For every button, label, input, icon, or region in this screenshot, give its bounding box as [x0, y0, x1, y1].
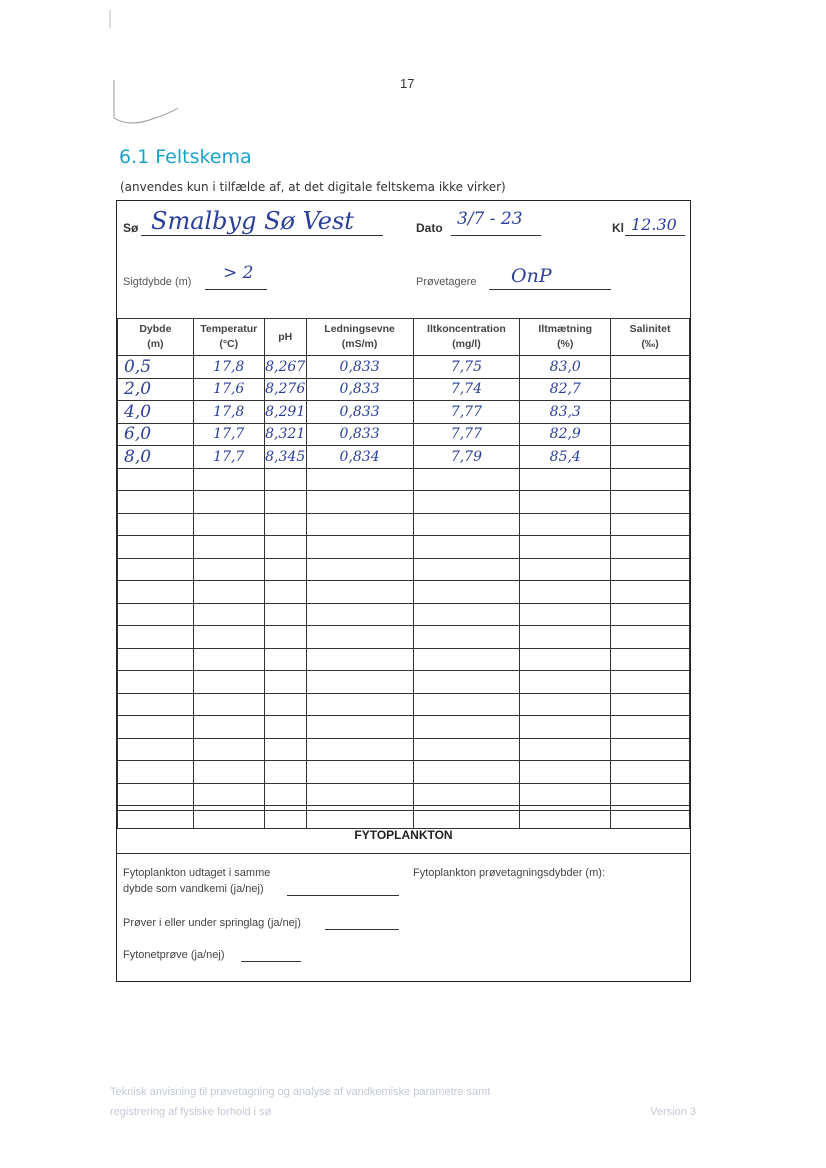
cell-salinitet[interactable] [611, 468, 690, 491]
cell-ledningsevne[interactable] [306, 761, 413, 784]
empty-table-row [118, 648, 690, 671]
cell-ph[interactable] [264, 626, 306, 649]
column-header-iltmaetning: Iltmætning (%) [520, 319, 611, 356]
cell-salinitet[interactable] [611, 401, 690, 424]
fytoplankton-title-band [117, 810, 690, 854]
cell-iltmaetning[interactable] [520, 761, 611, 784]
cell-ledningsevne[interactable] [306, 626, 413, 649]
cell-dybde[interactable] [118, 738, 194, 761]
cell-iltmaetning[interactable] [520, 513, 611, 536]
cell-temperatur[interactable] [193, 491, 264, 514]
page-number: 17 [400, 76, 415, 91]
lake-label: Sø [123, 221, 139, 235]
cell-salinitet[interactable] [611, 716, 690, 739]
cell-iltkoncentration[interactable] [413, 536, 520, 559]
cell-temperatur[interactable]: 17,6 [193, 378, 264, 401]
form-subtitle: (anvendes kun i tilfælde af, at det digitale feltskema ikke virker) [120, 180, 506, 194]
cell-temperatur[interactable] [193, 671, 264, 694]
cell-ph[interactable] [264, 491, 306, 514]
column-header-ledningsevne: Ledningsevne (mS/m) [306, 319, 413, 356]
cell-temperatur[interactable] [193, 783, 264, 806]
page-footer [110, 1082, 696, 1122]
cell-ph[interactable]: 8,321 [264, 423, 306, 446]
cell-iltkoncentration[interactable] [413, 648, 520, 671]
cell-dybde[interactable] [118, 671, 194, 694]
cell-salinitet[interactable] [611, 603, 690, 626]
springlag-question: Prøver i eller under springlag (ja/nej) [123, 917, 301, 929]
cell-temperatur[interactable] [193, 693, 264, 716]
cell-ph[interactable]: 8,267 [264, 356, 306, 379]
cell-ledningsevne[interactable]: 0,834 [306, 446, 413, 469]
cell-ph[interactable] [264, 603, 306, 626]
cell-salinitet[interactable] [611, 648, 690, 671]
cell-iltmaetning[interactable]: 83,3 [520, 401, 611, 424]
cell-ledningsevne[interactable] [306, 468, 413, 491]
table-row [118, 401, 690, 424]
cell-dybde[interactable] [118, 716, 194, 739]
column-header-dybde: Dybde (m) [118, 319, 194, 356]
cell-salinitet[interactable] [611, 783, 690, 806]
samplers-value[interactable]: OnP [511, 265, 552, 287]
cell-iltkoncentration[interactable] [413, 671, 520, 694]
cell-iltkoncentration[interactable]: 7,79 [413, 446, 520, 469]
cell-ledningsevne[interactable]: 0,833 [306, 401, 413, 424]
section-heading: 6.1 Feltskema [119, 146, 252, 168]
empty-table-row [118, 783, 690, 806]
column-header-salinitet: Salinitet (‰) [611, 319, 690, 356]
cell-iltmaetning[interactable] [520, 693, 611, 716]
cell-salinitet[interactable] [611, 513, 690, 536]
cell-ledningsevne[interactable] [306, 558, 413, 581]
cell-ph[interactable]: 8,276 [264, 378, 306, 401]
table-row [118, 356, 690, 379]
cell-salinitet[interactable] [611, 378, 690, 401]
cell-ledningsevne[interactable] [306, 536, 413, 559]
cell-temperatur[interactable] [193, 648, 264, 671]
cell-iltkoncentration[interactable] [413, 603, 520, 626]
cell-ledningsevne[interactable]: 0,833 [306, 423, 413, 446]
time-line [625, 235, 685, 236]
table-row [118, 378, 690, 401]
empty-table-row [118, 603, 690, 626]
cell-ph[interactable] [264, 513, 306, 536]
cell-iltkoncentration[interactable] [413, 626, 520, 649]
empty-table-row [118, 693, 690, 716]
cell-ledningsevne[interactable] [306, 693, 413, 716]
column-header-ph: pH [264, 319, 306, 356]
cell-iltkoncentration[interactable]: 7,75 [413, 356, 520, 379]
secchi-line [205, 289, 267, 290]
cell-iltmaetning[interactable] [520, 738, 611, 761]
cell-salinitet[interactable] [611, 738, 690, 761]
footer-version: Version 3 [650, 1106, 696, 1118]
field-form [116, 200, 691, 982]
table-row [118, 446, 690, 469]
cell-dybde[interactable]: 6,0 [118, 423, 194, 446]
cell-temperatur[interactable]: 17,7 [193, 446, 264, 469]
empty-table-row [118, 626, 690, 649]
cell-salinitet[interactable] [611, 446, 690, 469]
cell-iltkoncentration[interactable] [413, 761, 520, 784]
cell-iltkoncentration[interactable] [413, 738, 520, 761]
cell-temperatur[interactable]: 17,7 [193, 423, 264, 446]
cell-temperatur[interactable] [193, 738, 264, 761]
cell-salinitet[interactable] [611, 423, 690, 446]
cell-dybde[interactable] [118, 783, 194, 806]
cell-dybde[interactable]: 8,0 [118, 446, 194, 469]
cell-dybde[interactable]: 4,0 [118, 401, 194, 424]
cell-ph[interactable] [264, 648, 306, 671]
fytoplankton-title: FYTOPLANKTON [354, 828, 453, 842]
cell-temperatur[interactable] [193, 761, 264, 784]
empty-table-row [118, 468, 690, 491]
cell-dybde[interactable] [118, 761, 194, 784]
cell-dybde[interactable] [118, 648, 194, 671]
secchi-value[interactable]: > 2 [223, 263, 254, 283]
cell-iltkoncentration[interactable] [413, 513, 520, 536]
empty-table-row [118, 738, 690, 761]
cell-dybde[interactable]: 0,5 [118, 356, 194, 379]
cell-iltkoncentration[interactable] [413, 581, 520, 604]
cell-ph[interactable]: 8,291 [264, 401, 306, 424]
springlag-answer-line[interactable] [325, 929, 399, 930]
cell-iltmaetning[interactable] [520, 626, 611, 649]
cell-ph[interactable] [264, 716, 306, 739]
cell-ph[interactable]: 8,345 [264, 446, 306, 469]
empty-table-row [118, 558, 690, 581]
cell-dybde[interactable] [118, 603, 194, 626]
cell-temperatur[interactable] [193, 581, 264, 604]
cell-dybde[interactable] [118, 536, 194, 559]
footer-line-2: registrering af fysiske forhold i sø [110, 1106, 272, 1118]
table-header-row [118, 319, 690, 356]
cell-dybde[interactable] [118, 626, 194, 649]
empty-table-row [118, 581, 690, 604]
cell-salinitet[interactable] [611, 558, 690, 581]
cell-iltmaetning[interactable]: 82,9 [520, 423, 611, 446]
empty-table-row [118, 513, 690, 536]
cell-ph[interactable] [264, 468, 306, 491]
cell-iltkoncentration[interactable] [413, 468, 520, 491]
cell-temperatur[interactable]: 17,8 [193, 401, 264, 424]
empty-table-row [118, 716, 690, 739]
cell-ledningsevne[interactable] [306, 491, 413, 514]
cell-iltkoncentration[interactable]: 7,77 [413, 423, 520, 446]
cell-salinitet[interactable] [611, 581, 690, 604]
cell-ph[interactable] [264, 671, 306, 694]
cell-salinitet[interactable] [611, 491, 690, 514]
cell-iltkoncentration[interactable] [413, 693, 520, 716]
cell-salinitet[interactable] [611, 536, 690, 559]
same-depth-question: Fytoplankton udtaget i samme dybde som vandkemi (ja/nej) [123, 867, 271, 895]
cell-ledningsevne[interactable] [306, 671, 413, 694]
cell-iltkoncentration[interactable]: 7,77 [413, 401, 520, 424]
cell-salinitet[interactable] [611, 671, 690, 694]
cell-iltkoncentration[interactable] [413, 716, 520, 739]
sampling-depths-question: Fytoplankton prøvetagningsdybder (m): [413, 867, 605, 879]
cell-iltmaetning[interactable] [520, 671, 611, 694]
cell-iltkoncentration[interactable] [413, 783, 520, 806]
cell-salinitet[interactable] [611, 356, 690, 379]
cell-ledningsevne[interactable] [306, 716, 413, 739]
cell-salinitet[interactable] [611, 626, 690, 649]
cell-ledningsevne[interactable] [306, 581, 413, 604]
cell-dybde[interactable] [118, 558, 194, 581]
cell-iltkoncentration[interactable] [413, 491, 520, 514]
cell-iltmaetning[interactable] [520, 648, 611, 671]
cell-ph[interactable] [264, 761, 306, 784]
time-label: Kl [612, 221, 624, 235]
scan-pen-mark [100, 10, 190, 130]
cell-dybde[interactable] [118, 491, 194, 514]
time-value[interactable]: 12.30 [631, 215, 677, 234]
secchi-label: Sigtdybde (m) [123, 276, 192, 288]
cell-ledningsevne[interactable]: 0,833 [306, 356, 413, 379]
fytonet-question: Fytonetprøve (ja/nej) [123, 949, 225, 961]
date-line [451, 235, 541, 236]
empty-table-row [118, 671, 690, 694]
cell-iltmaetning[interactable] [520, 558, 611, 581]
cell-ledningsevne[interactable] [306, 783, 413, 806]
cell-ph[interactable] [264, 581, 306, 604]
cell-salinitet[interactable] [611, 693, 690, 716]
column-header-iltkoncentration: Iltkoncentration (mg/l) [413, 319, 520, 356]
cell-ph[interactable] [264, 783, 306, 806]
empty-table-row [118, 536, 690, 559]
cell-iltmaetning[interactable]: 83,0 [520, 356, 611, 379]
cell-ledningsevne[interactable] [306, 603, 413, 626]
cell-dybde[interactable] [118, 693, 194, 716]
cell-temperatur[interactable]: 17,8 [193, 356, 264, 379]
cell-iltmaetning[interactable]: 82,7 [520, 378, 611, 401]
cell-iltmaetning[interactable] [520, 491, 611, 514]
cell-ph[interactable] [264, 536, 306, 559]
cell-temperatur[interactable] [193, 513, 264, 536]
cell-iltmaetning[interactable] [520, 581, 611, 604]
cell-ledningsevne[interactable] [306, 648, 413, 671]
samplers-line [489, 289, 611, 290]
table-row [118, 423, 690, 446]
cell-dybde[interactable] [118, 513, 194, 536]
empty-table-row [118, 491, 690, 514]
cell-ledningsevne[interactable] [306, 513, 413, 536]
cell-temperatur[interactable] [193, 536, 264, 559]
cell-dybde[interactable] [118, 581, 194, 604]
cell-temperatur[interactable] [193, 626, 264, 649]
cell-iltmaetning[interactable] [520, 468, 611, 491]
cell-dybde[interactable] [118, 468, 194, 491]
empty-table-row [118, 761, 690, 784]
cell-ph[interactable] [264, 558, 306, 581]
cell-temperatur[interactable] [193, 468, 264, 491]
cell-temperatur[interactable] [193, 558, 264, 581]
cell-iltmaetning[interactable] [520, 783, 611, 806]
cell-ledningsevne[interactable]: 0,833 [306, 378, 413, 401]
cell-temperatur[interactable] [193, 603, 264, 626]
cell-ph[interactable] [264, 693, 306, 716]
lake-value[interactable]: Smalbyg Sø Vest [151, 207, 354, 235]
cell-iltmaetning[interactable]: 85,4 [520, 446, 611, 469]
footer-line-1: Teknisk anvisning til prøvetagning og analyse af vandkemiske parametre samt [110, 1086, 491, 1098]
samplers-label: Prøvetagere [416, 276, 477, 288]
cell-iltkoncentration[interactable] [413, 558, 520, 581]
cell-ledningsevne[interactable] [306, 738, 413, 761]
date-label: Dato [416, 221, 443, 235]
column-header-temperatur: Temperatur (°C) [193, 319, 264, 356]
cell-iltmaetning[interactable] [520, 716, 611, 739]
cell-iltmaetning[interactable] [520, 603, 611, 626]
same-depth-answer-line[interactable] [287, 895, 399, 896]
lake-line [141, 235, 383, 236]
measurement-table [117, 318, 690, 829]
cell-iltmaetning[interactable] [520, 536, 611, 559]
date-value[interactable]: 3/7 - 23 [457, 209, 523, 229]
cell-ph[interactable] [264, 738, 306, 761]
cell-dybde[interactable]: 2,0 [118, 378, 194, 401]
cell-temperatur[interactable] [193, 716, 264, 739]
cell-iltkoncentration[interactable]: 7,74 [413, 378, 520, 401]
cell-salinitet[interactable] [611, 761, 690, 784]
fytonet-answer-line[interactable] [241, 961, 301, 962]
